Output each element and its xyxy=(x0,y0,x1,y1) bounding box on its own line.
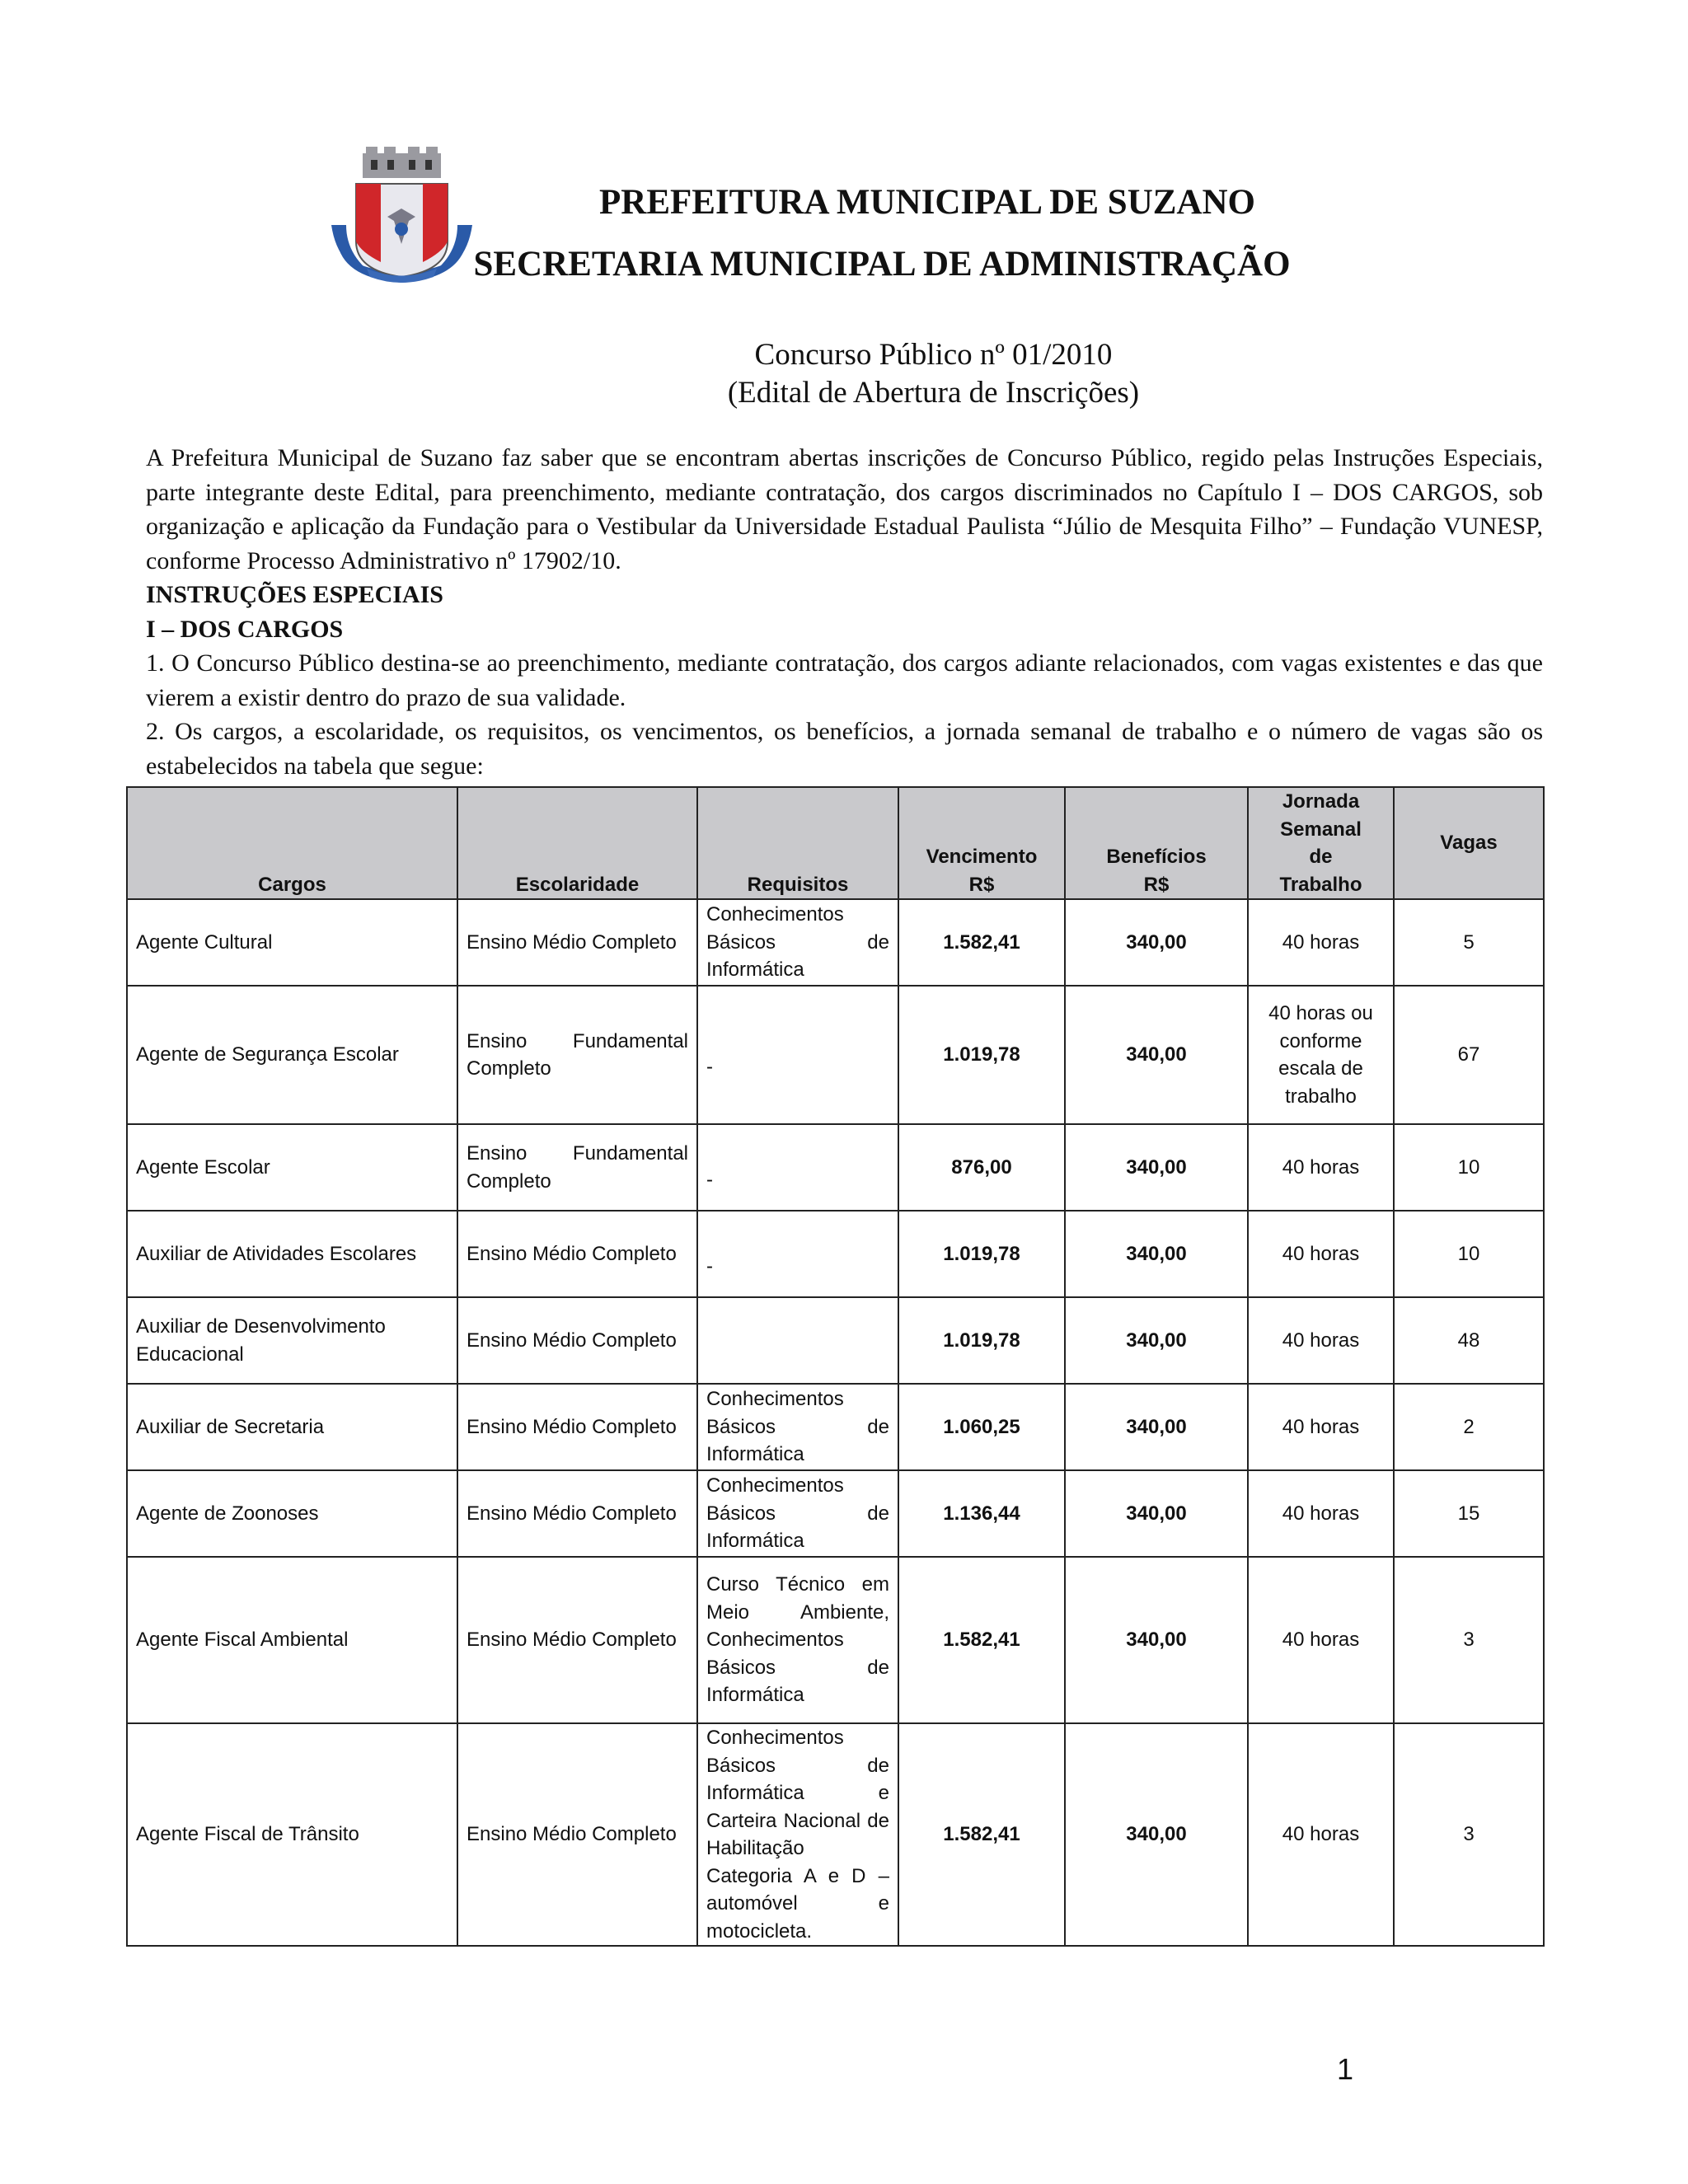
cell-vagas: 5 xyxy=(1394,899,1544,986)
col-header-escolaridade: Escolaridade xyxy=(457,787,697,899)
cell-vencimento: 876,00 xyxy=(898,1124,1065,1211)
cell-requisitos: Conhecimentos Básicos de Informática xyxy=(697,1470,898,1557)
cell-requisitos: Conhecimentos Básicos de Informática xyxy=(697,1384,898,1470)
cell-vencimento: 1.019,78 xyxy=(898,986,1065,1124)
cell-cargo: Agente Fiscal de Trânsito xyxy=(127,1723,457,1946)
cell-requisitos-dash: - xyxy=(706,1056,713,1079)
cell-requisitos: Conhecimentos Básicos de Informática e Carteira Nacional de Habilitação Categoria A e D – automóvel e motocicleta. xyxy=(697,1723,898,1946)
cell-cargo: Auxiliar de Atividades Escolares xyxy=(127,1211,457,1297)
letterhead xyxy=(330,147,1368,303)
municipal-crest-icon xyxy=(330,147,474,287)
jobs-table xyxy=(126,786,1545,1947)
cell-escolaridade: Ensino Médio Completo xyxy=(457,1384,697,1470)
table-row xyxy=(127,1557,1544,1723)
cell-vagas: 10 xyxy=(1394,1124,1544,1211)
cell-cargo: Agente de Segurança Escolar xyxy=(127,986,457,1124)
cell-requisitos: Curso Técnico em Meio Ambiente, Conhecimentos Básicos de Informática xyxy=(697,1557,898,1723)
cell-escolaridade: Ensino Médio Completo xyxy=(457,1211,697,1297)
col-header-vagas: Vagas xyxy=(1394,787,1544,899)
cell-cargo: Agente Escolar xyxy=(127,1124,457,1211)
cell-jornada: 40 horas xyxy=(1248,1124,1394,1211)
cell-cargo: Agente Fiscal Ambiental xyxy=(127,1557,457,1723)
col-header-requisitos: Requisitos xyxy=(697,787,898,899)
col-header-cargos: Cargos xyxy=(127,787,457,899)
cell-beneficios: 340,00 xyxy=(1065,1723,1248,1946)
intro-paragraph: A Prefeitura Municipal de Suzano faz saber que se encontram abertas inscrições de Concurso Público, regido pelas Instruções Especiais, parte integrante deste Edital, para preenchimento, mediante contratação, dos cargos discriminados no Capítulo I – DOS CARGOS, sob organização e aplicação da Fundação para o Vestibular da Universidade Estadual Paulista “Júlio de Mesquita Filho” – Fundação VUNESP, conforme Processo Administrativo nº 17902/10. xyxy=(146,444,1543,574)
table-header-row xyxy=(127,787,1544,899)
table-row xyxy=(127,1211,1544,1297)
cell-vencimento: 1.019,78 xyxy=(898,1211,1065,1297)
header-subtitle: SECRETARIA MUNICIPAL DE ADMINISTRAÇÃO xyxy=(473,245,1291,284)
cell-escolaridade: Ensino Médio Completo xyxy=(457,1297,697,1384)
table-row xyxy=(127,1124,1544,1211)
cell-escolaridade: Ensino Médio Completo xyxy=(457,1557,697,1723)
col-header-jornada xyxy=(1248,787,1394,899)
item-2: 2. Os cargos, a escolaridade, os requisitos, os vencimentos, os benefícios, a jornada semanal de trabalho e o número de vagas são os estabelecidos na tabela que segue: xyxy=(146,718,1543,780)
cell-requisitos xyxy=(697,986,898,1124)
cell-jornada: 40 horas xyxy=(1248,1297,1394,1384)
cell-vagas: 15 xyxy=(1394,1470,1544,1557)
cell-vagas: 2 xyxy=(1394,1384,1544,1470)
col-header-jornada-line2: Semanal xyxy=(1280,818,1362,841)
table-row xyxy=(127,986,1544,1124)
section-heading: INSTRUÇÕES ESPECIAIS xyxy=(146,581,443,608)
header-title: PREFEITURA MUNICIPAL DE SUZANO xyxy=(599,183,1255,222)
col-header-beneficios-line1: Benefícios xyxy=(1106,846,1207,868)
col-header-beneficios xyxy=(1065,787,1248,899)
item-1: 1. O Concurso Público destina-se ao preenchimento, mediante contratação, dos cargos adiante relacionados, com vagas existentes e das que vierem a existir dentro do prazo de sua validade. xyxy=(146,649,1543,711)
jobs-table-body xyxy=(127,899,1544,1946)
cell-beneficios: 340,00 xyxy=(1065,1211,1248,1297)
cell-jornada: 40 horas xyxy=(1248,1211,1394,1297)
cell-requisitos xyxy=(697,1124,898,1211)
col-header-vencimento-line2: R$ xyxy=(968,873,995,896)
cell-requisitos xyxy=(697,1211,898,1297)
cell-beneficios: 340,00 xyxy=(1065,986,1248,1124)
cell-jornada: 40 horas xyxy=(1248,899,1394,986)
cell-beneficios: 340,00 xyxy=(1065,899,1248,986)
table-row xyxy=(127,1384,1544,1470)
cell-requisitos-dash: - xyxy=(706,1168,713,1191)
col-header-beneficios-line2: R$ xyxy=(1143,873,1170,896)
cell-escolaridade: Ensino Fundamental Completo xyxy=(457,1124,697,1211)
table-row xyxy=(127,1297,1544,1384)
notice-heading xyxy=(0,336,1688,412)
cell-vagas: 10 xyxy=(1394,1211,1544,1297)
cell-beneficios: 340,00 xyxy=(1065,1124,1248,1211)
cell-beneficios: 340,00 xyxy=(1065,1384,1248,1470)
cell-escolaridade: Ensino Médio Completo xyxy=(457,1723,697,1946)
notice-line-2: (Edital de Abertura de Inscrições) xyxy=(727,376,1140,410)
cell-beneficios: 340,00 xyxy=(1065,1470,1248,1557)
cell-jornada: 40 horas xyxy=(1248,1557,1394,1723)
col-header-jornada-line1: Jornada xyxy=(1282,790,1360,813)
cell-vencimento: 1.136,44 xyxy=(898,1470,1065,1557)
page-number: 1 xyxy=(1337,2052,1354,2086)
cell-jornada: 40 horas xyxy=(1248,1470,1394,1557)
cell-escolaridade: Ensino Médio Completo xyxy=(457,899,697,986)
cell-jornada: 40 horas xyxy=(1248,1723,1394,1946)
notice-line-1: Concurso Público nº 01/2010 xyxy=(754,338,1113,372)
cell-cargo: Agente Cultural xyxy=(127,899,457,986)
cell-cargo: Auxiliar de Desenvolvimento Educacional xyxy=(127,1297,457,1384)
col-header-jornada-line3: de xyxy=(1309,846,1333,868)
col-header-vencimento xyxy=(898,787,1065,899)
col-header-vencimento-line1: Vencimento xyxy=(926,846,1038,868)
table-row xyxy=(127,1723,1544,1946)
cell-requisitos: Conhecimentos Básicos de Informática xyxy=(697,899,898,986)
table-row xyxy=(127,899,1544,986)
edital-body xyxy=(146,441,1543,783)
cell-beneficios: 340,00 xyxy=(1065,1557,1248,1723)
cell-escolaridade: Ensino Fundamental Completo xyxy=(457,986,697,1124)
cell-vagas: 67 xyxy=(1394,986,1544,1124)
table-row xyxy=(127,1470,1544,1557)
cell-vencimento: 1.582,41 xyxy=(898,1723,1065,1946)
col-header-jornada-line4: Trabalho xyxy=(1279,873,1362,896)
cell-cargo: Auxiliar de Secretaria xyxy=(127,1384,457,1470)
cell-vencimento: 1.060,25 xyxy=(898,1384,1065,1470)
cell-vagas: 3 xyxy=(1394,1723,1544,1946)
cell-escolaridade: Ensino Médio Completo xyxy=(457,1470,697,1557)
chapter-heading: I – DOS CARGOS xyxy=(146,615,344,643)
cell-vagas: 48 xyxy=(1394,1297,1544,1384)
cell-cargo: Agente de Zoonoses xyxy=(127,1470,457,1557)
cell-jornada: 40 horas ou conforme escala de trabalho xyxy=(1248,986,1394,1124)
cell-requisitos-dash: - xyxy=(706,1254,713,1277)
cell-jornada: 40 horas xyxy=(1248,1384,1394,1470)
cell-requisitos xyxy=(697,1297,898,1384)
cell-vagas: 3 xyxy=(1394,1557,1544,1723)
cell-vencimento: 1.582,41 xyxy=(898,1557,1065,1723)
cell-beneficios: 340,00 xyxy=(1065,1297,1248,1384)
cell-vencimento: 1.582,41 xyxy=(898,899,1065,986)
cell-vencimento: 1.019,78 xyxy=(898,1297,1065,1384)
